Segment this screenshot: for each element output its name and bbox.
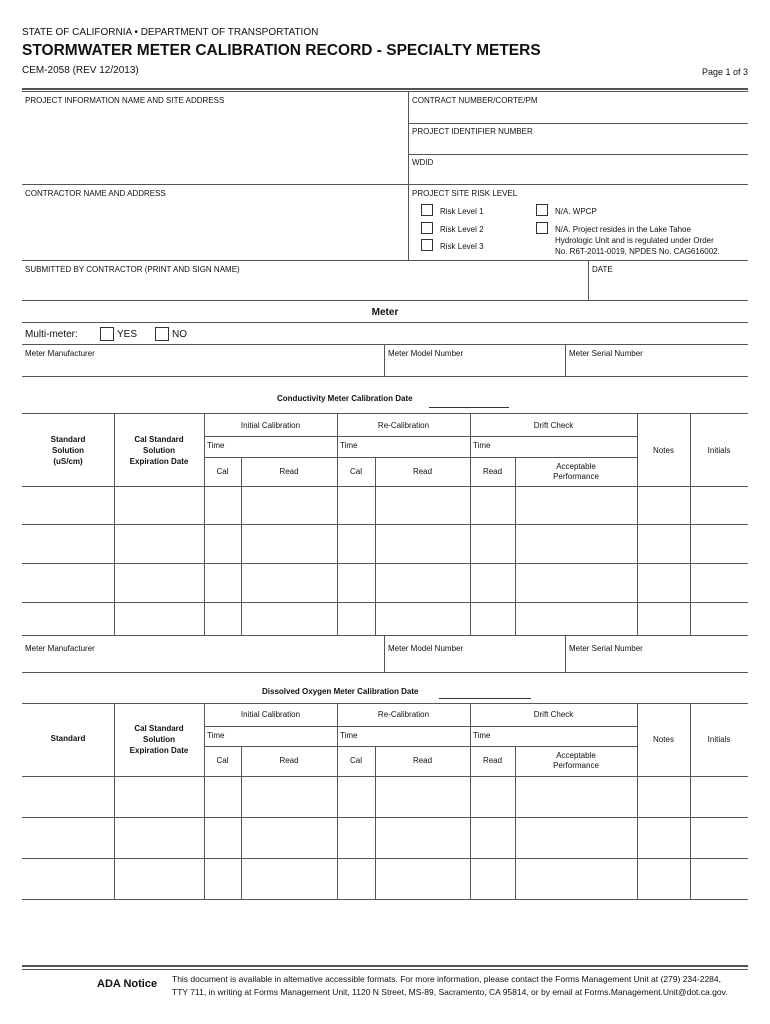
risk-level-2-label: Risk Level 2: [440, 225, 484, 234]
risk-level-1-checkbox[interactable]: [421, 204, 433, 216]
risk-level-label: PROJECT SITE RISK LEVEL: [412, 189, 518, 198]
project-info-label: PROJECT INFORMATION NAME AND SITE ADDRESS: [25, 96, 225, 105]
conductivity-recal-time: Time: [340, 441, 358, 450]
contractor-field[interactable]: [25, 200, 403, 258]
meter-manufacturer-label: Meter Manufacturer: [25, 349, 95, 358]
oxygen-date-field[interactable]: [439, 698, 531, 699]
na-tahoe-line-1: N/A. Project resides in the Lake Tahoe: [555, 225, 691, 234]
oxygen-standard-header: Standard: [50, 734, 86, 743]
conductivity-initial-read: Read: [279, 467, 299, 476]
wdid-label: WDID: [412, 158, 434, 167]
project-identifier-field[interactable]: [412, 137, 746, 152]
oxygen-cal-standard-header: Cal Standard Solution Expiration Date: [129, 724, 189, 755]
date-field[interactable]: [592, 276, 746, 298]
wdid-field[interactable]: [412, 168, 746, 183]
na-wpcp-label: N/A. WPCP: [555, 207, 597, 216]
meter-manufacturer-field[interactable]: [25, 359, 380, 374]
meter-model-field[interactable]: [388, 359, 562, 374]
oxygen-row-1[interactable]: [22, 777, 748, 816]
conductivity-drift-header: Drift Check: [533, 421, 574, 430]
oxygen-meter-manufacturer-label: Meter Manufacturer: [25, 644, 95, 653]
conductivity-row-3[interactable]: [22, 564, 748, 601]
conductivity-notes-header: Notes: [653, 446, 674, 455]
conductivity-standard-header: Standard Solution (uS/cm): [50, 435, 86, 466]
multimeter-yes-label: YES: [117, 329, 138, 340]
oxygen-initials-header: Initials: [707, 735, 731, 744]
risk-level-3-checkbox[interactable]: [421, 239, 433, 251]
conductivity-recal-read: Read: [412, 467, 433, 476]
oxygen-row-3[interactable]: [22, 859, 748, 898]
oxygen-meter-manufacturer-field[interactable]: [25, 654, 380, 670]
contract-number-label: CONTRACT NUMBER/CORTE/PM: [412, 96, 538, 105]
conductivity-recal-cal: Cal: [349, 467, 362, 476]
oxygen-acceptable-header: Acceptable Performance: [553, 751, 599, 770]
conductivity-initial-header: Initial Calibration: [240, 421, 301, 430]
meter-model-label: Meter Model Number: [388, 349, 464, 358]
contractor-label: CONTRACTOR NAME AND ADDRESS: [25, 189, 166, 198]
conductivity-recal-header: Re-Calibration: [377, 421, 430, 430]
oxygen-row-2[interactable]: [22, 818, 748, 857]
risk-level-2-checkbox[interactable]: [421, 222, 433, 234]
agency-line: STATE OF CALIFORNIA • DEPARTMENT OF TRANSPORTATION: [22, 27, 319, 38]
na-tahoe-line-2: Hydrologic Unit and is regulated under Order: [555, 236, 714, 245]
conductivity-drift-time: Time: [473, 441, 491, 450]
oxygen-initial-time: Time: [207, 731, 225, 740]
meter-serial-field[interactable]: [569, 359, 746, 374]
conductivity-initials-header: Initials: [707, 446, 731, 455]
conductivity-cal-standard-header: Cal Standard Solution Expiration Date: [129, 435, 189, 466]
meter-section-title: Meter: [371, 307, 399, 318]
contract-number-field[interactable]: [412, 106, 746, 121]
page-number: Page 1 of 3: [701, 67, 748, 77]
conductivity-row-2[interactable]: [22, 525, 748, 562]
oxygen-meter-serial-label: Meter Serial Number: [569, 644, 643, 653]
meter-serial-label: Meter Serial Number: [569, 349, 643, 358]
oxygen-drift-time: Time: [473, 731, 491, 740]
oxygen-initial-header: Initial Calibration: [240, 710, 301, 719]
ada-notice-label: ADA Notice: [97, 978, 158, 990]
risk-level-1-label: Risk Level 1: [440, 207, 484, 216]
risk-level-3-label: Risk Level 3: [440, 242, 484, 251]
form-number: CEM-2058 (REV 12/2013): [22, 65, 139, 76]
oxygen-drift-read: Read: [482, 756, 503, 765]
oxygen-recal-time: Time: [340, 731, 358, 740]
conductivity-initial-cal: Cal: [216, 467, 229, 476]
oxygen-meter-serial-field[interactable]: [569, 654, 746, 670]
conductivity-title: Conductivity Meter Calibration Date: [277, 394, 413, 403]
oxygen-title: Dissolved Oxygen Meter Calibration Date: [262, 687, 419, 696]
multimeter-no-checkbox[interactable]: [155, 327, 169, 341]
na-tahoe-line-3: No. R6T-2011-0019, NPDES No. CAG616002.: [555, 247, 720, 256]
conductivity-row-4[interactable]: [22, 603, 748, 634]
oxygen-initial-cal: Cal: [216, 756, 229, 765]
project-identifier-label: PROJECT IDENTIFIER NUMBER: [412, 127, 533, 136]
oxygen-recal-header: Re-Calibration: [377, 710, 430, 719]
multimeter-yes-checkbox[interactable]: [100, 327, 114, 341]
conductivity-initial-time: Time: [207, 441, 225, 450]
form-title: STORMWATER METER CALIBRATION RECORD - SPECIALTY METERS: [22, 42, 541, 59]
project-info-field[interactable]: [25, 108, 403, 180]
multimeter-no-label: NO: [172, 329, 187, 340]
na-tahoe-checkbox[interactable]: [536, 222, 548, 234]
oxygen-recal-cal: Cal: [349, 756, 362, 765]
oxygen-notes-header: Notes: [653, 735, 674, 744]
oxygen-meter-model-field[interactable]: [388, 654, 562, 670]
conductivity-date-field[interactable]: [429, 407, 509, 408]
ada-notice-text: This document is available in alternative accessible formats. For more information, please contact the Forms Management Unit at (279) 234-2284, TTY 711, in writing at Forms Management Unit, 1120 N Street, MS-89, Sacramento, CA 95814, or by email at Forms.Management.Unit@dot.ca.gov.: [172, 974, 728, 997]
oxygen-meter-model-label: Meter Model Number: [388, 644, 464, 653]
date-label: DATE: [592, 265, 613, 274]
oxygen-recal-read: Read: [412, 756, 433, 765]
submitted-by-label: SUBMITTED BY CONTRACTOR (PRINT AND SIGN NAME): [25, 265, 240, 274]
submitted-by-field[interactable]: [25, 276, 583, 298]
conductivity-acceptable-header: Acceptable Performance: [553, 462, 599, 481]
oxygen-initial-read: Read: [279, 756, 299, 765]
conductivity-row-1[interactable]: [22, 487, 748, 523]
oxygen-drift-header: Drift Check: [533, 710, 574, 719]
na-wpcp-checkbox[interactable]: [536, 204, 548, 216]
multimeter-label: Multi-meter:: [25, 329, 78, 340]
conductivity-drift-read: Read: [482, 467, 503, 476]
